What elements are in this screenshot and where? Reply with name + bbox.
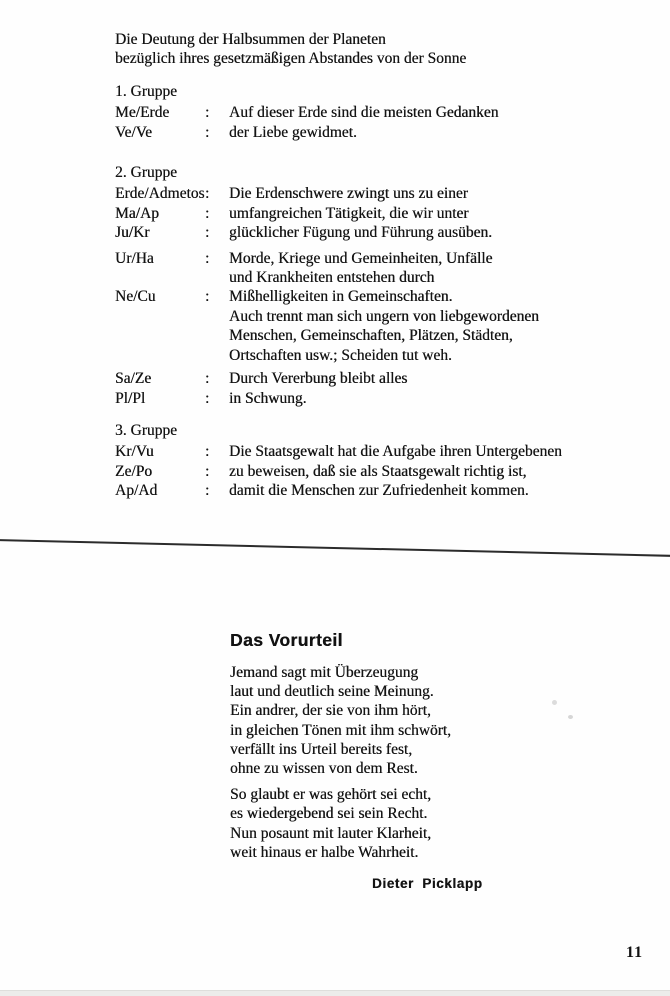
interpretation-row <box>115 249 615 268</box>
group-2-heading: 2. Gruppe <box>115 164 177 182</box>
planet-pair-label: Ju/Kr <box>115 224 150 242</box>
colon-separator: : <box>205 389 210 407</box>
poem-stanza-1 <box>230 663 560 778</box>
scan-speck <box>568 715 573 719</box>
planet-pair-label: Sa/Ze <box>115 370 152 388</box>
interpretation-row <box>115 307 615 326</box>
interpretation-row <box>115 287 615 306</box>
planet-pair-label: Kr/Vu <box>115 443 154 461</box>
interpretation-text: in Schwung. <box>229 389 307 407</box>
interpretation-row <box>115 268 615 287</box>
poem-line: weit hinaus er halbe Wahrheit. <box>230 843 419 861</box>
poem-stanza-2 <box>230 785 560 862</box>
document-title <box>115 30 615 69</box>
title-line-2: bezüglich ihres gesetzmäßigen Abstandes von der Sonne <box>115 50 467 68</box>
colon-separator: : <box>205 370 210 388</box>
interpretation-text: damit die Menschen zur Zufriedenheit kommen. <box>229 482 529 500</box>
colon-separator: : <box>205 462 210 480</box>
page-number: 11 <box>626 944 644 961</box>
interpretation-text: Auf dieser Erde sind die meisten Gedanken <box>229 104 499 122</box>
poem-line: in gleichen Tönen mit ihm schwört, <box>230 721 451 739</box>
planet-pair-label: Pl/Pl <box>115 389 146 407</box>
interpretation-text: Morde, Kriege und Gemeinheiten, Unfälle <box>229 249 493 267</box>
group-3-heading: 3. Gruppe <box>115 421 177 439</box>
interpretation-row <box>115 442 615 461</box>
interpretation-text: Die Erdenschwere zwingt uns zu einer <box>229 185 468 203</box>
poem-line: ohne zu wissen von dem Rest. <box>230 760 418 778</box>
scan-speck <box>552 700 557 705</box>
interpretation-text: und Krankheiten entstehen durch <box>229 269 435 287</box>
interpretation-row <box>115 389 615 408</box>
poem-line: So glaubt er was gehört sei echt, <box>230 786 432 804</box>
interpretation-row <box>115 223 615 242</box>
interpretation-text: Auch trennt man sich ungern von liebgewordenen <box>229 307 539 325</box>
poem-line: Jemand sagt mit Überzeugung <box>230 664 419 681</box>
interpretation-row <box>115 481 615 500</box>
colon-separator: : <box>205 482 210 500</box>
group-1-heading: 1. Gruppe <box>115 82 177 100</box>
interpretation-row <box>115 204 615 223</box>
poem-author: Dieter Picklapp <box>372 876 483 892</box>
colon-separator: : <box>205 185 210 203</box>
interpretation-text: Durch Vererbung bleibt alles <box>229 370 408 388</box>
planet-pair-label: Me/Erde <box>115 104 170 122</box>
interpretation-text: zu beweisen, daß sie als Staatsgewalt richtig ist, <box>229 462 527 480</box>
interpretation-text: umfangreichen Tätigkeit, die wir unter <box>229 204 469 222</box>
interpretation-row <box>115 123 615 142</box>
poem-line: Nun posaunt mit lauter Klarheit, <box>230 824 432 842</box>
interpretation-row <box>115 184 615 203</box>
poem-line: es wiedergebend sei sein Recht. <box>230 805 428 823</box>
colon-separator: : <box>205 123 210 141</box>
interpretation-text: Ortschaften usw.; Scheiden tut weh. <box>229 346 452 364</box>
colon-separator: : <box>205 104 210 122</box>
planet-pair-label: Ve/Ve <box>115 123 153 141</box>
interpretation-row <box>115 103 615 122</box>
interpretation-text: Die Staatsgewalt hat die Aufgabe ihren Untergebenen <box>229 443 562 461</box>
poem-line: Ein andrer, der sie von ihm hört, <box>230 702 431 720</box>
scan-edge-shadow <box>0 990 670 996</box>
colon-separator: : <box>205 249 210 267</box>
interpretation-row <box>115 326 615 345</box>
interpretation-row <box>115 346 615 365</box>
interpretation-row <box>115 369 615 388</box>
title-line-1: Die Deutung der Halbsummen der Planeten <box>115 31 386 48</box>
planet-pair-label: Ap/Ad <box>115 482 158 500</box>
planet-pair-label: Erde/Admetos <box>115 185 205 203</box>
interpretation-text: der Liebe gewidmet. <box>229 123 357 141</box>
poem-line: verfällt ins Urteil bereits fest, <box>230 740 413 758</box>
section-divider-rule <box>0 539 670 557</box>
planet-pair-label: Ma/Ap <box>115 204 159 222</box>
interpretation-section <box>115 30 615 501</box>
colon-separator: : <box>205 443 210 461</box>
colon-separator: : <box>205 288 210 306</box>
interpretation-row <box>115 462 615 481</box>
planet-pair-label: Ze/Po <box>115 462 153 480</box>
poem-section <box>230 630 560 893</box>
poem-line: laut und deutlich seine Meinung. <box>230 683 434 701</box>
planet-pair-label: Ne/Cu <box>115 288 156 306</box>
interpretation-text: Mißhelligkeiten in Gemeinschaften. <box>229 288 453 306</box>
group-3 <box>115 421 615 501</box>
colon-separator: : <box>205 224 210 242</box>
colon-separator: : <box>205 204 210 222</box>
group-2 <box>115 163 615 408</box>
planet-pair-label: Ur/Ha <box>115 249 154 267</box>
interpretation-text: Menschen, Gemeinschaften, Plätzen, Städten, <box>229 327 513 345</box>
interpretation-text: glücklicher Fügung und Führung ausüben. <box>229 224 493 242</box>
group-1 <box>115 82 615 142</box>
poem-title: Das Vorurteil <box>230 630 343 650</box>
